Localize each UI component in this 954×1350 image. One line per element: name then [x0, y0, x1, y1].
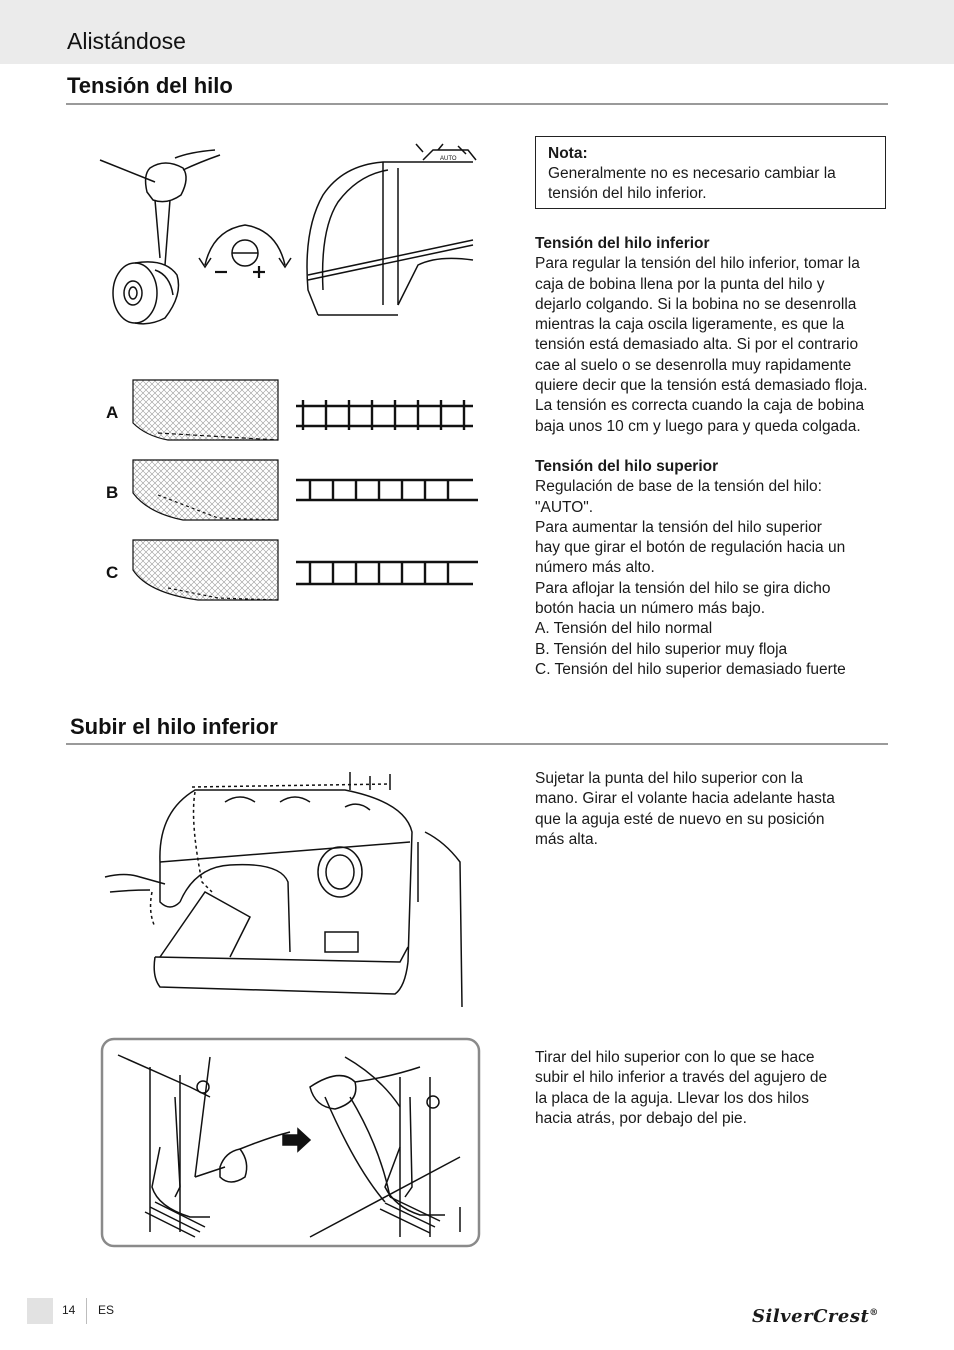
tension-dial-illustration	[298, 140, 478, 325]
text-line: botón hacia un número más bajo.	[535, 600, 766, 618]
footer-separator	[86, 1298, 87, 1324]
footer-marker	[27, 1298, 53, 1324]
text-line: Para aumentar la tensión del hilo superior	[535, 518, 822, 536]
brand-logo	[752, 1306, 879, 1327]
text-line: Para regular la tensión del hilo inferior, tomar la	[535, 255, 860, 273]
chapter-title: Alistándose	[67, 28, 186, 54]
note-box	[535, 136, 886, 209]
text-line: caja de bobina llena por la punta del hilo y	[535, 275, 825, 293]
text-line: que la aguja esté de nuevo en su posición	[535, 810, 825, 828]
brand-name: SilverCrest	[752, 1306, 870, 1327]
text-line: Sujetar la punta del hilo superior con la	[535, 770, 803, 787]
language-code: ES	[98, 1303, 115, 1317]
note-label: Nota:	[548, 145, 588, 162]
text-line: la placa de la aguja. Llevar los dos hilos	[535, 1089, 810, 1107]
text-line: mano. Girar el volante hacia adelante hasta	[535, 790, 835, 808]
stitch-label-c: C	[106, 563, 119, 582]
text-line: quiere decir que la tensión está demasiado floja.	[535, 377, 868, 395]
stitch-label-b: B	[106, 483, 119, 502]
stitch-label-a: A	[106, 403, 119, 422]
bobbin-case-illustration	[95, 140, 295, 345]
text-line: hay que girar el botón de regulación hacia un	[535, 539, 846, 557]
stitch-diagrams	[128, 378, 483, 610]
text-line: hacia atrás, por debajo del pie.	[535, 1109, 747, 1127]
text-line: mientras la caja oscila ligeramente, es que la	[535, 316, 845, 334]
text-line: B. Tensión del hilo superior muy floja	[535, 640, 788, 658]
section-rule	[66, 743, 888, 745]
text-line: C. Tensión del hilo superior demasiado fuerte	[535, 660, 846, 678]
section-title-tension: Tensión del hilo	[67, 73, 233, 98]
text-line: La tensión es correcta cuando la caja de bobina	[535, 397, 865, 415]
text-line: Regulación de base de la tensión del hilo:	[535, 478, 822, 496]
upper-tension-subtitle: Tensión del hilo superior	[535, 458, 719, 475]
subir-paragraph-2	[535, 1048, 827, 1129]
text-line: dejarlo colgando. Si la bobina no se desenrolla	[535, 295, 857, 313]
text-line: cae al suelo o se desenrolla muy rapidamente	[535, 356, 852, 374]
auto-label: AUTO	[440, 156, 457, 162]
text-line: baja unos 10 cm y luego para y queda colgada.	[535, 417, 861, 435]
lower-tension-subtitle: Tensión del hilo inferior	[535, 235, 710, 252]
subir-paragraph-1	[535, 769, 835, 850]
sewing-machine-illustration	[100, 762, 475, 1012]
text-line: "AUTO".	[535, 498, 594, 516]
upper-tension-paragraph	[535, 457, 846, 680]
text-line: Para aflojar la tensión del hilo se gira dicho	[535, 579, 831, 597]
text-line: A. Tensión del hilo normal	[535, 620, 713, 638]
note-line: Generalmente no es necesario cambiar la	[548, 165, 836, 182]
text-line: más alta.	[535, 830, 598, 848]
note-line: tensión del hilo inferior.	[548, 185, 707, 202]
section-rule	[66, 103, 888, 105]
page-number: 14	[62, 1303, 76, 1317]
text-line: tensión está demasiado alta. Si por el contrario	[535, 336, 859, 354]
text-line: subir el hilo inferior a través del agujero de	[535, 1069, 828, 1087]
thread-pull-steps-illustration	[100, 1037, 481, 1248]
text-line: número más alto.	[535, 559, 655, 577]
registered-mark: ®	[869, 1308, 879, 1318]
section-title-subir: Subir el hilo inferior	[70, 714, 278, 739]
text-line: Tirar del hilo superior con lo que se hace	[535, 1049, 815, 1066]
lower-tension-paragraph	[535, 234, 868, 437]
